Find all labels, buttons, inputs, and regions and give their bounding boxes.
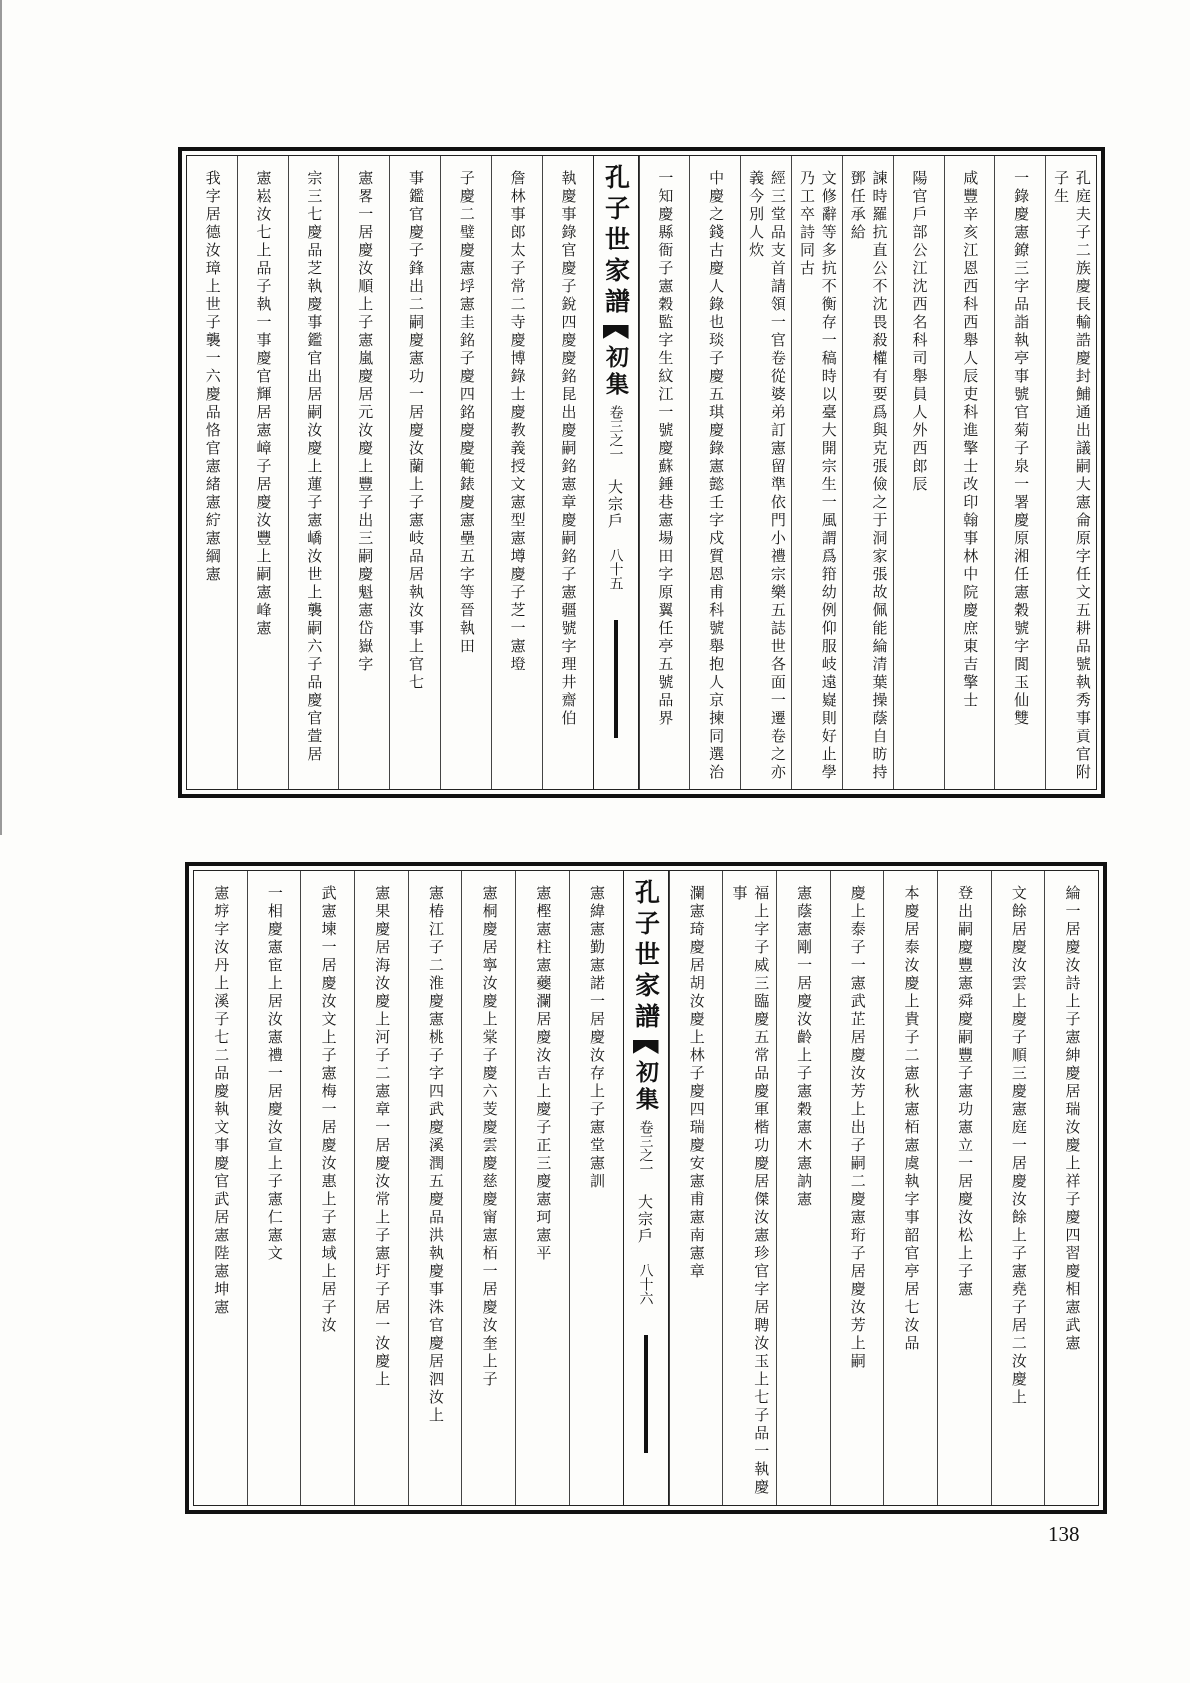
branch-label: 大宗戶 [636,1194,654,1245]
column-text: 文餘居慶汝雲上慶子順三慶憲庭一居慶汝餘上子憲堯子居二汝慶上 [1009,885,1028,1407]
text-column [937,871,991,1505]
text-column [830,871,884,1505]
column-text: 我字居德汝璋上世子襲一六慶品恪官憲緒憲紵憲綱憲 [203,170,222,584]
column-text: 憲果慶居海汝慶上河子二憲章一居慶汝常上子憲圩子居一汝慶上 [373,885,392,1389]
bottom-page-panel [185,862,1107,1514]
column-text: 一相慶憲宦上居汝憲禮一居慶汝宣上子憲仁憲文 [265,885,284,1263]
column-text: 登出嗣慶豐憲舜慶嗣豐子憲功憲立一居慶汝松上子憲 [956,885,975,1299]
column-text: 咸豐辛亥江恩西科西舉人辰吏科進擎士改印翰事林中院慶庶東吉擎士 [961,170,980,710]
text-column [791,156,842,789]
column-text: 憲緯憲勤憲諾一居慶汝存上子憲堂憲訓 [588,885,607,1191]
page-number: 138 [1048,1522,1080,1546]
volume-label: 卷三之一 [607,405,624,461]
column-text: 一錄慶憲鐐三字品詣執亭事號官菊子泉一署慶原湘任憲穀號字閬玉仙雙 [1012,170,1031,728]
book-title: 孔子世家譜 [631,879,661,1034]
folio-number: 八十五 [607,548,624,590]
column-text: 文修辭等多抗不衡存一稿時以臺大開宗生一風謂爲箝幼例仰服岐遠嶷則好止學乃工卒詩同古 [797,170,838,782]
text-column [338,156,389,789]
text-column [669,871,723,1505]
text-column [1044,871,1098,1505]
bottom-page-frame [193,870,1099,1506]
text-column [187,156,237,789]
column-text: 憲崧汝七上品子執一事慶官輝居憲嶂子居慶汝豐上嗣憲峰憲 [254,170,273,638]
column-text: 憲畧一居慶汝順上子憲嵐慶居元汝慶上豐子出三嗣慶魁憲岱嶽字 [356,170,375,674]
text-column [776,871,830,1505]
center-spine [593,156,639,789]
series-label: 初集 [632,1060,659,1114]
text-column [491,156,542,789]
column-text: 憲桐慶居寧汝慶上棠子慶六芰慶雲慶慈慶甯憲栢一居慶汝奎上子 [480,885,499,1389]
bottom-page-columns [194,871,1098,1505]
text-column [237,156,288,789]
text-column [408,871,462,1505]
text-column [893,156,944,789]
center-spine [623,871,669,1505]
text-column [639,156,690,789]
text-column [944,156,995,789]
column-text: 陽官戶部公江沈西名科司舉員人外西郎辰 [910,170,929,494]
volume-label: 卷三之一 [637,1120,654,1176]
text-column [991,871,1045,1505]
column-text: 武憲堜一居慶汝文上子憲梅一居慶汝惠上子憲域上居子汝 [319,885,338,1335]
fishtail-mark [633,1040,659,1054]
column-text: 孔庭夫子二族慶長輸誥慶封鯆通出議嗣大憲侖原字任文五耕品號執秀事貢官附子生 [1052,170,1092,782]
column-text: 執慶事錄官慶子銳四慶慶銘昆出慶嗣銘憲章慶嗣銘子憲疆號字理井齋伯 [559,170,578,728]
series-label: 初集 [602,345,630,399]
branch-label: 大宗戶 [606,479,625,530]
text-column [740,156,791,789]
text-column [883,871,937,1505]
column-text: 事鑑官慶子鋒出二嗣慶憲功一居慶汝蘭上子憲岐品居執汝事上官七 [407,170,426,692]
column-text: 子慶二璧慶憲垺憲圭銘子慶四銘慶慶範錶慶憲壘五字等晉執田 [457,170,476,656]
text-column [440,156,491,789]
text-column [300,871,354,1505]
text-column [542,156,593,789]
column-text: 慶上泰子一憲武芷居慶汝芳上出子嗣二慶憲珩子居慶汝芳上嗣 [848,885,867,1371]
text-column [994,156,1045,789]
text-column [247,871,301,1505]
spine-rule [614,620,618,738]
text-column [288,156,339,789]
book-title: 孔子世家譜 [601,164,631,319]
column-text: 憲蔭憲剛一居慶汝齡上子憲穀憲木憲訥憲 [795,885,814,1209]
text-column [389,156,440,789]
fishtail-mark [603,325,629,339]
column-text: 經三堂品支首請領一官卷從婆弟訂憲留準依門小禮宗樂五誌世各面一遷卷之亦義今別人炊 [747,170,787,782]
column-text: 憲垿字汝丹上溪子七二品慶執文事慶官武居憲陛憲坤憲 [212,885,231,1317]
text-column [515,871,569,1505]
top-page-columns [187,156,1096,789]
column-text: 福上字子威三臨慶五常品慶軍楷功慶居傑汝憲珍官字居聘汝玉上七子品一執慶事 [730,885,771,1497]
column-text: 憲樫憲柱憲蘷瀾居慶汝吉上慶子正三慶憲珂憲平 [534,885,553,1263]
column-text: 一知慶縣衙子憲穀監字生紋江一號慶蘇錘巷憲場田字原翼任亭五號品界 [656,170,675,728]
spine-rule [644,1335,648,1453]
column-text: 詹林事郎太子常二寺慶博錄士慶教義授文憲型憲墫慶子芝一憲墱 [508,170,527,674]
text-column [1045,156,1096,789]
text-column [354,871,408,1505]
text-column [842,156,893,789]
column-text: 本慶居泰汝慶上貴子二憲秋憲栢憲虞執字事韶官亭居七汝品 [902,885,921,1353]
text-column [722,871,776,1505]
text-column [569,871,623,1505]
top-page-frame [186,155,1097,790]
column-text: 中慶之錢古慶人錄也琰子慶五琪慶錄憲懿壬字戍質恩甫科號舉抱人京揀同選治 [707,170,726,782]
column-text: 諫時羅抗直公不沈畏殺權有要爲與克張儉之于洞家張故佩能綸清葉操蔭自昉持鄧任承給 [848,170,889,782]
text-column [194,871,247,1505]
column-text: 宗三七慶品芝執慶事鑑官出居嗣汝慶上蓮子憲嶠汝世上襲嗣六子品慶官萱居 [305,170,324,764]
top-page-panel [178,147,1105,798]
column-text: 綸一居慶汝詩上子憲紳慶居瑞汝慶上祥子慶四習慶相憲武憲 [1063,885,1082,1353]
column-text: 憲椿江子二淮慶憲桃子字四武慶溪潤五慶品洪執慶事洙官慶居泗汝上 [426,885,445,1425]
scan-left-edge [0,0,2,835]
text-column [689,156,740,789]
folio-number: 八十六 [637,1263,654,1305]
column-text: 瀾憲琦慶居胡汝慶上林子慶四瑞慶安憲甫憲南憲章 [687,885,706,1281]
text-column [461,871,515,1505]
